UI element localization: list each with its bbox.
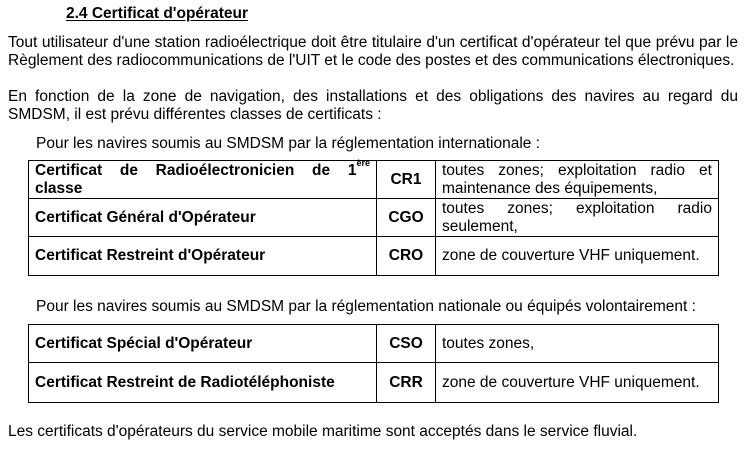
name-word: Radioélectronicien <box>155 161 295 179</box>
name-word: Certificat <box>35 161 103 179</box>
certificate-name: Certificat Restreint de Radiotéléphoniste <box>29 363 377 403</box>
ordinal-number: 1 <box>347 161 357 179</box>
certificate-name: Certificat Restreint d'Opérateur <box>29 237 377 276</box>
section-title: 2.4 Certificat d'opérateur <box>66 5 248 22</box>
table-row <box>29 199 719 237</box>
certificate-name: Certificat Général d'Opérateur <box>29 199 377 237</box>
name-word: de <box>119 161 138 179</box>
certificate-description: toutes zones, <box>436 325 719 363</box>
closing-paragraph: Les certificats d'opérateurs du service mobile maritime sont acceptés dans le service fluvial. <box>8 423 638 440</box>
name-word-ordinal <box>347 158 370 180</box>
certificate-description: toutes zones; exploitation radio et maintenance des équipements, <box>436 161 719 199</box>
table-row <box>29 161 719 199</box>
national-intro: Pour les navires soumis au SMDSM par la réglementation nationale ou équipés volontairement : <box>36 298 696 315</box>
certificate-description: zone de couverture VHF uniquement. <box>436 363 719 403</box>
classes-paragraph: En fonction de la zone de navigation, des installations et des obligations des navires au regard du SMDSM, il est prévu différentes classes de certificats : <box>8 88 738 123</box>
ordinal-superscript: ère <box>356 158 370 169</box>
intro-paragraph: Tout utilisateur d'une station radioélectrique doit être titulaire d'un certificat d'opérateur tel que prévu par le Règlement des radiocommunications de l'UIT et le code des postes et des communications électroniques. <box>8 34 738 69</box>
certificate-code: CRR <box>377 363 436 403</box>
table-row <box>29 325 719 363</box>
certificate-name: Certificat Spécial d'Opérateur <box>29 325 377 363</box>
certificate-name <box>29 158 377 199</box>
table-row <box>29 237 719 276</box>
name-word: de <box>312 161 331 179</box>
international-intro: Pour les navires soumis au SMDSM par la réglementation internationale : <box>36 135 540 152</box>
certificate-description: zone de couverture VHF uniquement. <box>436 237 719 276</box>
certificate-code: CGO <box>377 199 436 237</box>
national-certificates-table <box>28 324 719 403</box>
table-row <box>29 363 719 403</box>
certificate-code: CSO <box>377 325 436 363</box>
certificate-name-line2: classe <box>35 179 83 197</box>
certificate-description: toutes zones; exploitation radio seulement, <box>436 199 719 237</box>
international-certificates-table <box>28 160 719 276</box>
certificate-name-line1 <box>35 158 370 180</box>
certificate-code: CR1 <box>377 161 436 199</box>
certificate-code: CRO <box>377 237 436 276</box>
